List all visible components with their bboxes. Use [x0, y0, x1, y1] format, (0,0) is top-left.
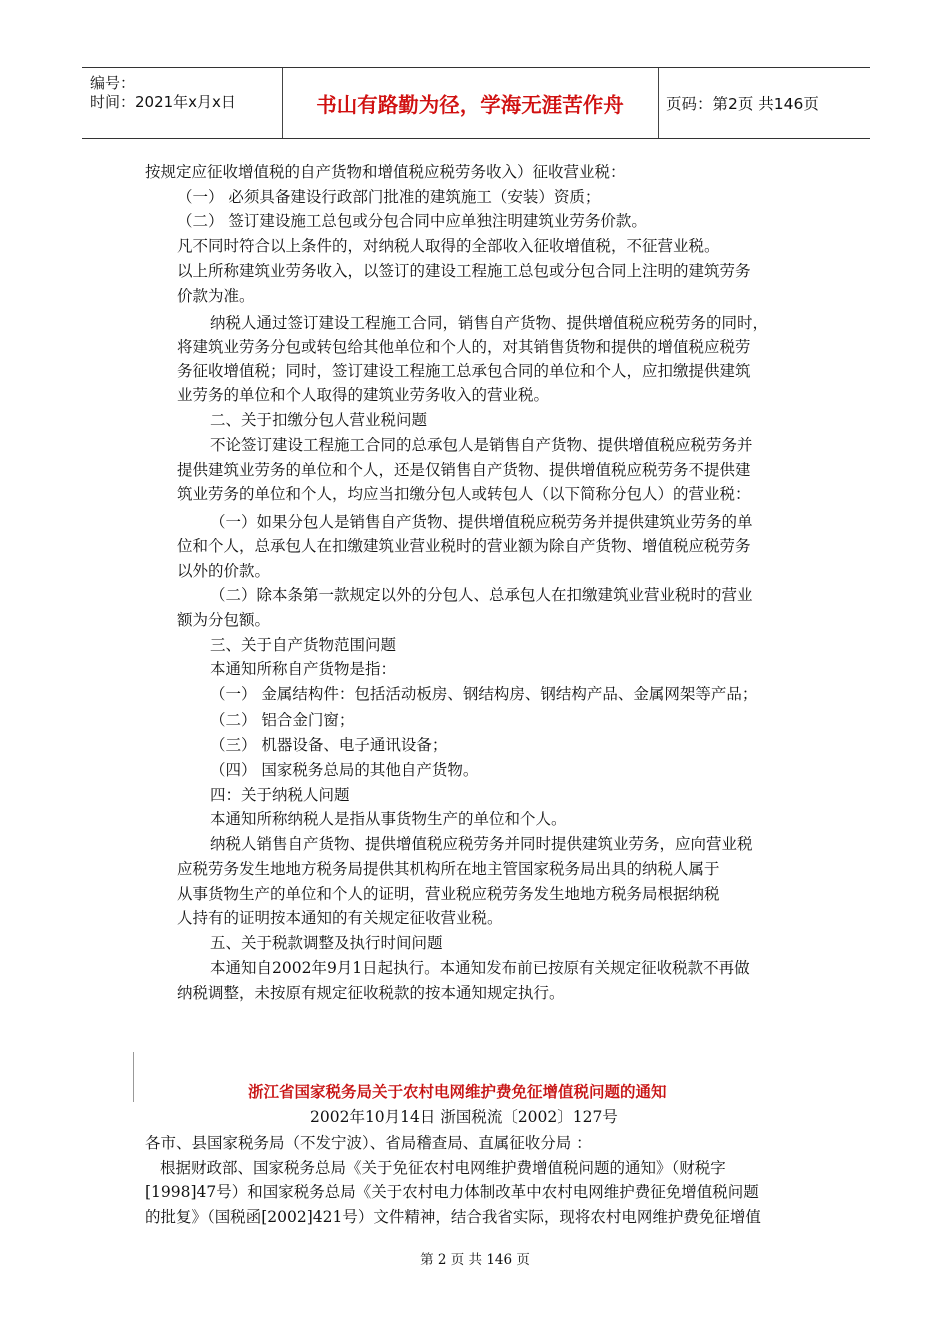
body-line: （二） 签订建设施工总包或分包合同中应单独注明建筑业劳务价款。 — [177, 212, 647, 230]
body-line: 以上所称建筑业劳务收入，以签订的建设工程施工总包或分包合同上注明的建筑劳务 — [177, 262, 751, 280]
list-item: （四） 国家税务总局的其他自产货物。 — [210, 761, 479, 779]
body-line: 纳税人通过签订建设工程施工合同，销售自产货物、提供增值税应税劳务的同时， — [210, 314, 769, 332]
body-line: 务征收增值税；同时，签订建设工程施工总承包合同的单位和个人，应扣缴提供建筑 — [177, 362, 751, 380]
body-line: 提供建筑业劳务的单位和个人，还是仅销售自产货物、提供增值税应税劳务不提供建 — [177, 461, 751, 479]
body-line: 按规定应征收增值税的自产货物和增值税应税劳务收入）征收营业税： — [145, 163, 626, 181]
header-meta — [90, 74, 236, 112]
body-line: 本通知所称纳税人是指从事货物生产的单位和个人。 — [210, 810, 567, 828]
header-page-info: 页码：第2页 共146页 — [666, 95, 819, 113]
header-motto: 书山有路勤为径，学海无涯苦作舟 — [316, 93, 624, 117]
body-line: （一）如果分包人是销售自产货物、提供增值税应税劳务并提供建筑业劳务的单 — [210, 513, 753, 531]
body-line: （二）除本条第一款规定以外的分包人、总承包人在扣缴建筑业营业税时的营业 — [210, 586, 753, 604]
number-label: 编号： — [90, 74, 136, 92]
body-line: 纳税人销售自产货物、提供增值税应税劳务并同时提供建筑业劳务，应向营业税 — [210, 835, 753, 853]
body-line: 不论签订建设工程施工合同的总承包人是销售自产货物、提供增值税应税劳务并 — [210, 436, 753, 454]
body-line: 额为分包额。 — [177, 611, 271, 629]
body-line: 纳税调整，未按原有规定征收税款的按本通知规定执行。 — [177, 984, 565, 1002]
list-item: （二） 铝合金门窗； — [210, 711, 355, 729]
list-item: （三） 机器设备、电子通讯设备； — [210, 736, 448, 754]
notice-line: 根据财政部、国家税务总局《关于免征农村电网维护费增值税问题的通知》（财税字 — [160, 1159, 726, 1177]
section-heading: 三、关于自产货物范围问题 — [210, 636, 397, 654]
list-item: （一） 金属结构件：包括活动板房、钢结构房、钢结构产品、金属网架等产品； — [210, 685, 758, 703]
page-footer: 第 2 页 共 146 页 — [420, 1252, 530, 1268]
body-line: 业劳务的单位和个人取得的建筑业劳务收入的营业税。 — [177, 386, 550, 404]
body-line: 将建筑业劳务分包或转包给其他单位和个人的，对其销售货物和提供的增值税应税劳 — [177, 338, 751, 356]
body-line: 从事货物生产的单位和个人的证明，营业税应税劳务发生地地方税务局根据纳税 — [177, 885, 720, 903]
body-line: 应税劳务发生地地方税务局提供其机构所在地主管国家税务局出具的纳税人属于 — [177, 860, 720, 878]
body-line: （一） 必须具备建设行政部门批准的建筑施工（安装）资质； — [177, 188, 601, 206]
body-line: 凡不同时符合以上条件的，对纳税人取得的全部收入征收增值税，不征营业税。 — [177, 237, 720, 255]
notice-line: [1998]47号）和国家税务总局《关于农村电力体制改革中农村电网维护费征免增值税问题 — [145, 1183, 759, 1201]
date-label: 时间：2021年x月x日 — [90, 93, 236, 111]
body-line: 本通知自2002年9月1日起执行。本通知发布前已按原有关规定征收税款不再做 — [210, 959, 750, 977]
notice-title: 浙江省国家税务局关于农村电网维护费免征增值税问题的通知 — [248, 1083, 667, 1101]
notice-dateline: 2002年10月14日 浙国税流〔2002〕127号 — [310, 1108, 618, 1126]
body-line: 筑业劳务的单位和个人，均应当扣缴分包人或转包人（以下简称分包人）的营业税： — [177, 485, 751, 503]
notice-line: 的批复》（国税函[2002]421号）文件精神，结合我省实际，现将农村电网维护费免征增值 — [145, 1208, 761, 1226]
body-line: 价款为准。 — [177, 287, 255, 305]
body-line: 本通知所称自产货物是指： — [210, 660, 397, 678]
section-heading: 四：关于纳税人问题 — [210, 786, 350, 804]
body-line: 位和个人，总承包人在扣缴建筑业营业税时的营业额为除自产货物、增值税应税劳务 — [177, 537, 751, 555]
header-divider — [658, 68, 659, 138]
page-header — [82, 67, 870, 139]
section-heading: 五、关于税款调整及执行时间问题 — [210, 934, 443, 952]
margin-marker — [133, 1052, 134, 1102]
body-line: 人持有的证明按本通知的有关规定征收营业税。 — [177, 909, 503, 927]
section-heading: 二、关于扣缴分包人营业税问题 — [210, 411, 428, 429]
body-line: 以外的价款。 — [177, 562, 271, 580]
notice-line: 各市、县国家税务局（不发宁波）、省局稽查局、直属征收分局 ： — [145, 1134, 592, 1152]
